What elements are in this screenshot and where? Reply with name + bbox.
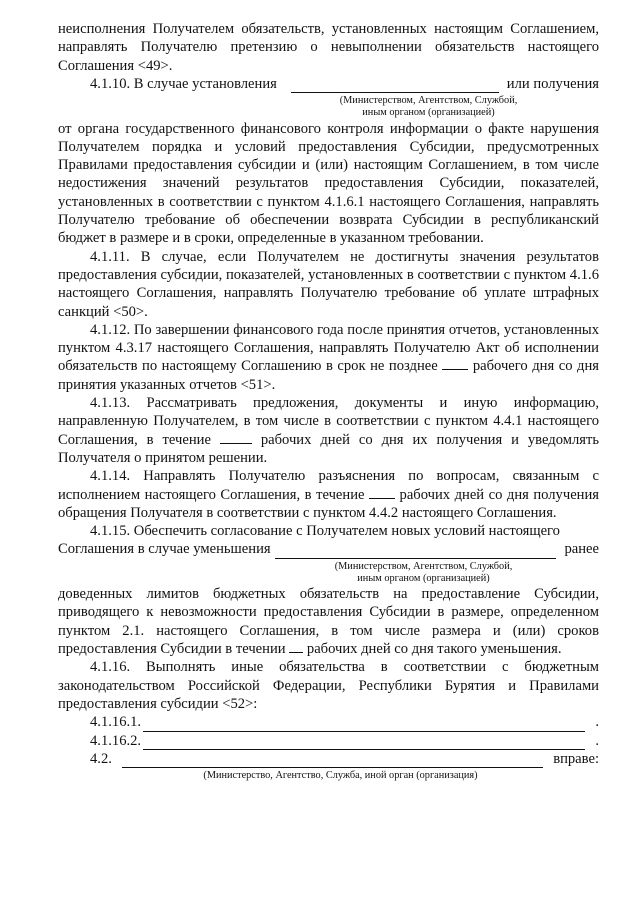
period: . xyxy=(595,732,599,749)
period: . xyxy=(595,714,599,731)
label-4-1-16-2: 4.1.16.2. xyxy=(90,732,142,749)
paragraph-4-1-13 xyxy=(58,394,599,467)
blank-line xyxy=(122,754,543,768)
blank-line xyxy=(291,79,499,93)
p4114-a: 4.1.14. Направлять Получателю разъяснения по вопросам, связанным с исполнением настоящего Соглашения, в течение xyxy=(58,468,599,503)
paragraph-4-1-15-b xyxy=(58,585,599,658)
blank-line xyxy=(442,357,468,370)
p4110-fill-line xyxy=(58,75,599,93)
p4114-b: рабочих дней со дня получения обращения Получателя в соответствии с пунктом 4.4.2 настоящего Соглашения. xyxy=(58,486,599,521)
blank-line xyxy=(275,545,557,559)
blank-line xyxy=(220,431,252,444)
p4112-a: 4.1.12. По завершении финансового года после принятия отчетов, установленных пунктом 4.3.17 настоящего Соглашения, направлять Получателю Акт об исполнении обязательств по настоящему Соглашению в срок не позднее xyxy=(58,321,599,375)
paragraph-4-1-11: 4.1.11. В случае, если Получателем не достигнуты значения результатов предоставления субсидии, показателей, установленных в соответствии с пунктом 4.1.6 настоящего Соглашения, направлять Получателю требование об уплате штрафных санкций <50>. xyxy=(58,248,599,320)
p4115-sub2: иным органом (организацией) xyxy=(357,572,490,584)
blank-line xyxy=(143,718,585,732)
paragraph-4-1-15-a: 4.1.15. Обеспечить согласование с Получателем новых условий настоящего xyxy=(90,523,560,540)
p4113-b: рабочих дней со дня их получения и уведомлять Получателя о принятом решении. xyxy=(58,431,599,466)
p4113-a: 4.1.13. Рассматривать предложения, документы и иную информацию, направленную Получателем, в том числе в соответствии с пунктом 4.4.1 настоящего Соглашения, в течение xyxy=(58,395,599,448)
p4110-trail: или получения xyxy=(506,75,599,92)
p4115-sub1: (Министерством, Агентством, Службой, xyxy=(334,560,513,572)
line-4-2 xyxy=(58,750,599,768)
sub-4-2: (Министерство, Агентство, Служба, иной орган (организация) xyxy=(203,770,478,782)
paragraph-4-1-14 xyxy=(58,467,599,522)
blank-line xyxy=(289,640,303,653)
label-4-1-16-1: 4.1.16.1. xyxy=(90,714,142,731)
p4110-sub1: (Министерством, Агентством, Службой, xyxy=(339,95,518,107)
blank-line xyxy=(143,736,585,750)
label-4-2-trail: вправе: xyxy=(553,750,599,767)
p4110-sub2: иным органом (организацией) xyxy=(362,107,495,119)
paragraph-4-1-10-body: от органа государственного финансового контроля информации о факте нарушения Получателем порядка и условий предоставления Субсидии, предусмотренных Правилами предоставления субсидии и (или) настоящим Соглашением, в том числе недостижения значений результатов предоставления Субсидии, показателей, установленных в соответствии с пунктом 4.1.6.1 настоящего Соглашения, направлять Получателю требование об обеспечении возврата Субсидии в республиканский бюджет в размере и в сроки, определенные в указанном требовании. xyxy=(58,120,599,247)
p4115-trail: ранее xyxy=(564,541,599,558)
p4112-b: рабочего дня со дня принятия указанных отчетов <51>. xyxy=(58,358,599,393)
paragraph-4-1-16: 4.1.16. Выполнять иные обязательства в соответствии с бюджетным законодательством Российской Федерации, Республики Бурятия и Правилами предоставления субсидии <52>: xyxy=(58,659,599,712)
p4115-lead: Соглашения в случае уменьшения xyxy=(58,541,271,558)
line-4-1-16-2 xyxy=(58,732,599,750)
blank-line xyxy=(369,486,395,499)
p4115-c: рабочих дней со дня такого уменьшения. xyxy=(306,641,562,658)
p4110-lead: 4.1.10. В случае установления xyxy=(90,75,277,92)
paragraph-4-1-12 xyxy=(58,321,599,394)
p4115-b: доведенных лимитов бюджетных обязательств на предоставление Субсидии, приводящего к невозможности предоставления Субсидии в размере, определенном пунктом 2.1. настоящего Соглашения, в том числе размера и (или) сроков предоставления Субсидии в течении xyxy=(58,586,599,658)
label-4-2: 4.2. xyxy=(90,750,112,767)
p4115-fill-line xyxy=(58,540,599,558)
paragraph-intro: неисполнения Получателем обязательств, установленных настоящим Соглашением, направлять Получателю претензию о невыполнении обязательств настоящего Соглашения <49>. xyxy=(58,21,599,74)
line-4-1-16-1 xyxy=(58,713,599,731)
